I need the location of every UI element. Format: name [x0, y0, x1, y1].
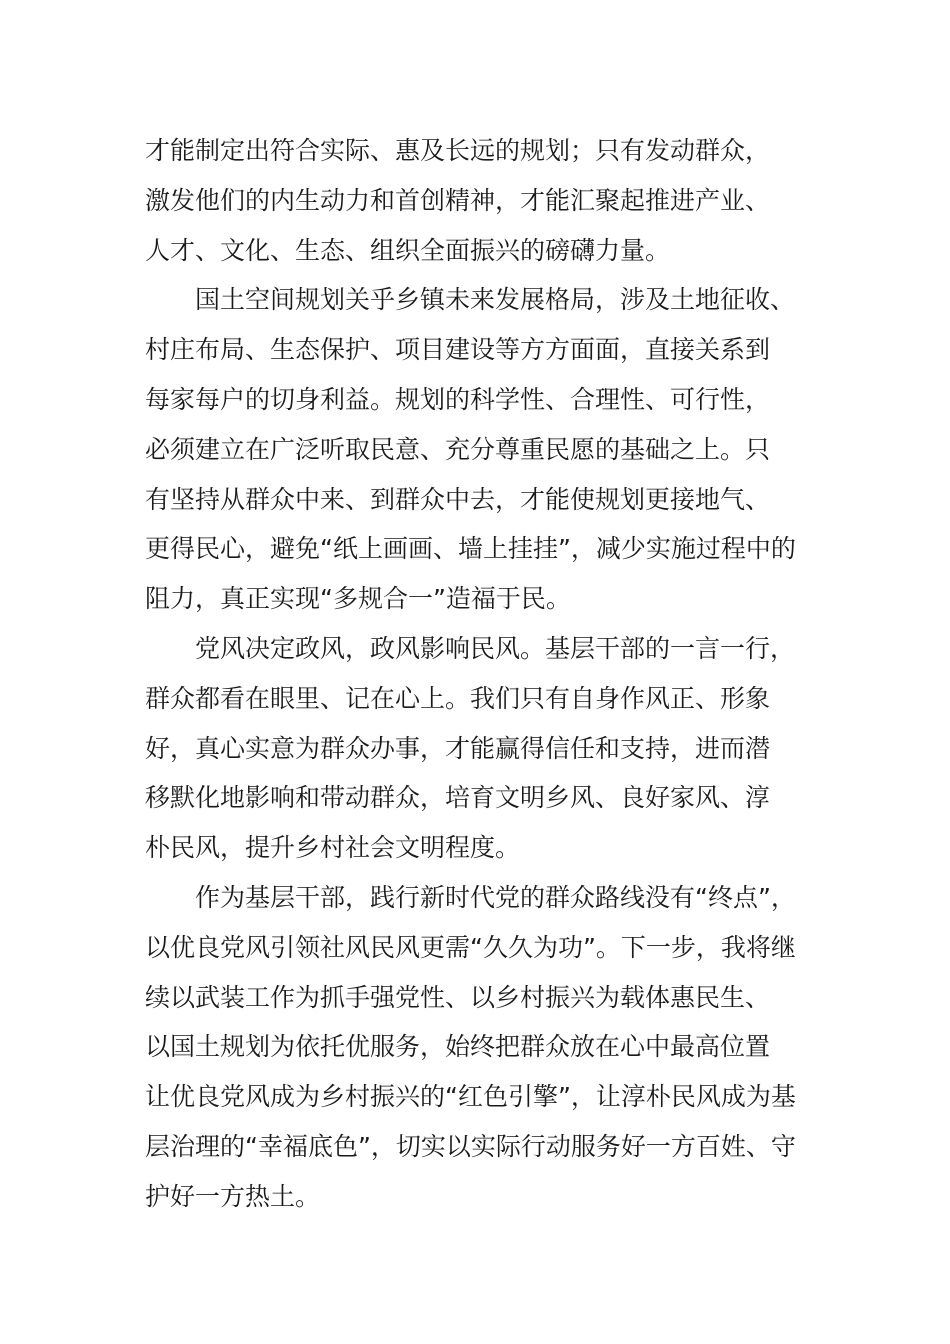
text-line: 激发他们的内生动力和首创精神，才能汇聚起推进产业、	[145, 185, 771, 215]
text-line: 更得民心，避免“纸上画画、墙上挂挂”，减少实施过程中的	[145, 534, 796, 564]
text-line: 阻力，真正实现“多规合一”造福于民。	[145, 584, 571, 614]
text-line: 朴民风，提升乡村社会文明程度。	[145, 833, 521, 863]
text-line: 人才、文化、生态、组织全面振兴的磅礴力量。	[145, 235, 671, 265]
text-line: 好，真心实意为群众办事，才能赢得信任和支持，进而潜	[145, 733, 771, 763]
paragraph-start-line: 作为基层干部，践行新时代党的群众路线没有“终点”，	[195, 882, 796, 912]
text-line: 移默化地影响和带动群众，培育文明乡风、良好家风、淳	[145, 783, 771, 813]
text-line: 续以武装工作为抓手强党性、以乡村振兴为载体惠民生、	[145, 982, 771, 1012]
paragraph-start-line: 国土空间规划关乎乡镇未来发展格局，涉及土地征收、	[195, 285, 796, 315]
text-line: 以国土规划为依托优服务，始终把群众放在心中最高位置	[145, 1032, 771, 1062]
text-line: 村庄布局、生态保护、项目建设等方方面面，直接关系到	[145, 335, 771, 365]
text-line: 以优良党风引领社风民风更需“久久为功”。下一步，我将继	[145, 932, 796, 962]
paragraph-start-line: 党风决定政风，政风影响民风。基层干部的一言一行，	[195, 633, 796, 663]
text-line: 有坚持从群众中来、到群众中去，才能使规划更接地气、	[145, 484, 771, 514]
text-line: 必须建立在广泛听取民意、充分尊重民愿的基础之上。只	[145, 434, 771, 464]
text-line: 才能制定出符合实际、惠及长远的规划；只有发动群众，	[145, 136, 771, 165]
text-line: 每家每户的切身利益。规划的科学性、合理性、可行性，	[145, 384, 771, 414]
text-line: 护好一方热土。	[145, 1181, 321, 1211]
text-line: 让优良党风成为乡村振兴的“红色引擎”，让淳朴民风成为基	[145, 1082, 796, 1112]
text-line: 群众都看在眼里、记在心上。我们只有自身作风正、形象	[145, 683, 771, 713]
text-line: 层治理的“幸福底色”，切实以实际行动服务好一方百姓、守	[145, 1131, 796, 1161]
body-text	[145, 126, 835, 1222]
